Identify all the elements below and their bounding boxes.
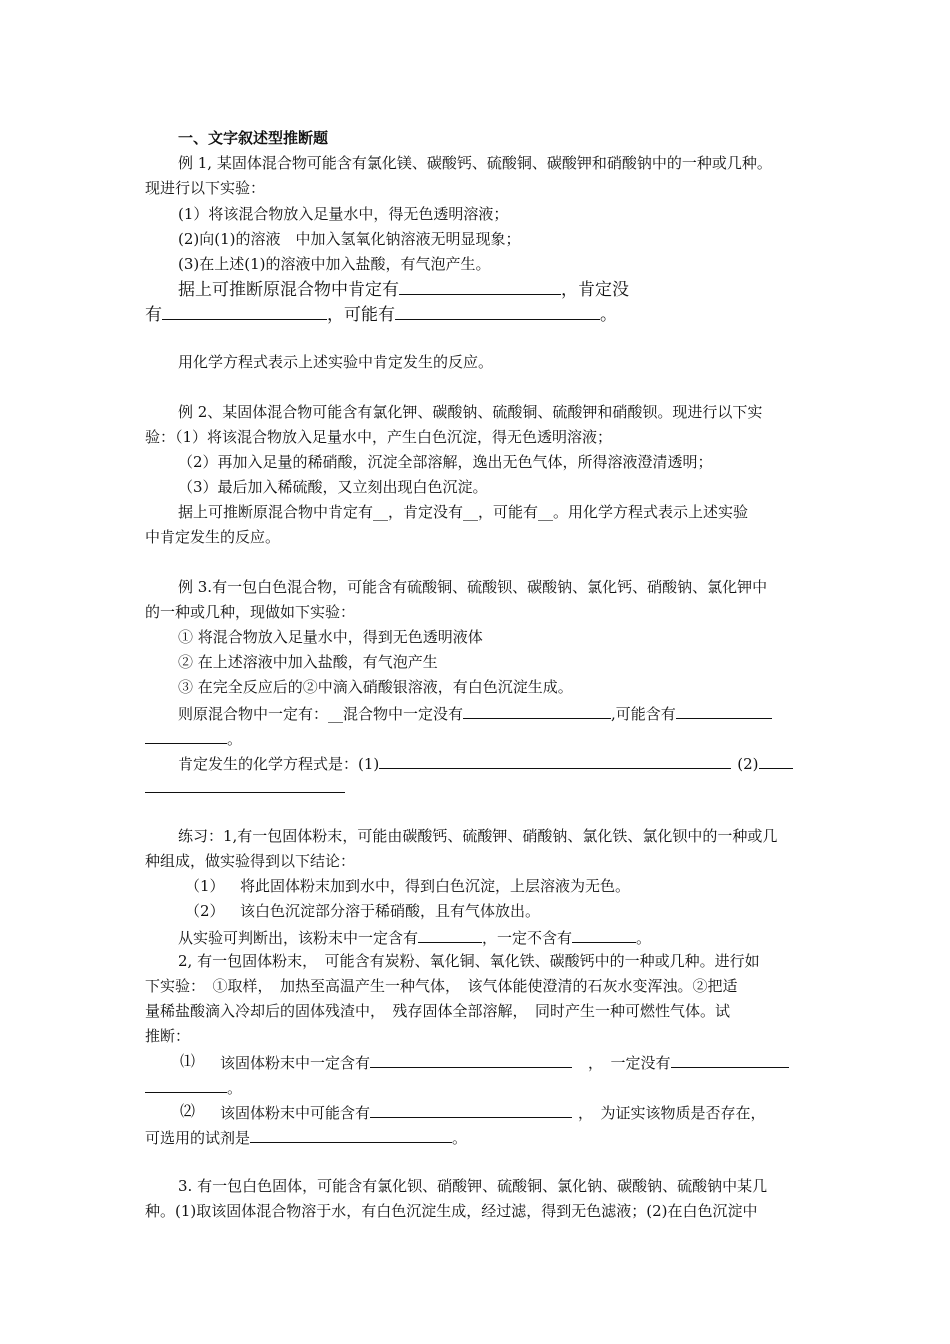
- ex3-blank-equation-2-cont[interactable]: [145, 792, 345, 793]
- practice-1-step-2-number: （2）: [185, 902, 225, 920]
- practice-2-blank-absent-cont[interactable]: [145, 1076, 227, 1093]
- practice-2-q2-text-b: ， 为证实该物质是否存在，: [578, 1104, 766, 1122]
- practice-2-q3: [145, 1126, 467, 1148]
- practice-2-blank-reagent[interactable]: [250, 1126, 452, 1143]
- practice-1-q-text-a: 从实验可判断出，该粉末中一定含有: [178, 929, 419, 947]
- practice-3-line-2: 种。(1)取该固体混合物溶于水，有白色沉淀生成，经过滤，得到无色滤液；(2)在白色沉淀中: [145, 1202, 758, 1220]
- ex3-blank-possible[interactable]: [676, 702, 772, 719]
- practice-2-q2-text-a: 该固体粉末中可能含有: [220, 1104, 371, 1122]
- ex2-line-1: 例 2、某固体混合物可能含有氯化钾、碳酸钠、硫酸铜、硫酸钾和硝酸钡。现进行以下实: [178, 403, 763, 421]
- ex2-line-5: 据上可推断原混合物中肯定有__，肯定没有__，可能有__。用化学方程式表示上述实验: [178, 503, 749, 521]
- practice-2-line-3: 量稀盐酸滴入冷却后的固体残渣中， 残存固体全部溶解， 同时产生一种可燃性气体。试: [145, 1002, 731, 1020]
- practice-1-step-1: 将此固体粉末加到水中，得到白色沉淀，上层溶液为无色。: [240, 877, 631, 895]
- ex3-question-line-3: [178, 752, 793, 774]
- ex1-q2-text-c: 。: [600, 305, 617, 325]
- ex1-blank-certain[interactable]: [399, 278, 561, 295]
- practice-1-step-2: 该白色沉淀部分溶于稀硝酸，且有气体放出。: [240, 902, 541, 920]
- ex3-blank-absent[interactable]: [463, 702, 611, 719]
- practice-2-line-4: 推断：: [145, 1027, 191, 1045]
- ex3-blank-equation-2[interactable]: [759, 752, 793, 769]
- practice-1-q-text-c: 。: [636, 929, 652, 947]
- practice-1-line-2: 种组成，做实验得到以下结论：: [145, 852, 356, 870]
- ex3-blank-equation-1[interactable]: [379, 752, 731, 769]
- ex1-q1-text-b: ，肯定没: [561, 280, 629, 300]
- practice-2-q1-cont: [145, 1076, 242, 1098]
- ex2-line-3: （2）再加入足量的稀硝酸，沉淀全部溶解，逸出无色气体，所得溶液澄清透明；: [178, 453, 713, 471]
- ex1-q1-text-a: 据上可推断原混合物中肯定有: [178, 280, 399, 300]
- practice-1-step-1-number: （1）: [185, 877, 225, 895]
- practice-2-q2-number: ⑵: [180, 1102, 196, 1120]
- practice-1-q-text-b: ，一定不含有: [482, 929, 573, 947]
- practice-1-blank-absent[interactable]: [572, 926, 636, 943]
- ex3-step-3: ③ 在完全反应后的②中滴入硝酸银溶液，有白色沉淀生成。: [178, 678, 573, 696]
- ex1-question-line-1: [178, 278, 629, 300]
- ex1-question-line-2: [145, 303, 617, 325]
- ex1-q2-text-b: ，可能有: [327, 305, 395, 325]
- ex3-question-line-1: [178, 702, 772, 724]
- ex3-q1-text-a: 则原混合物中一定有：__混合物中一定没有: [178, 705, 464, 723]
- ex1-blank-absent[interactable]: [162, 303, 327, 320]
- practice-1-blank-certain[interactable]: [418, 926, 482, 943]
- ex1-step-1: (1）将该混合物放入足量水中，得无色透明溶液；: [178, 205, 509, 223]
- practice-3-line-1: 3. 有一包白色固体，可能含有氯化钡、硝酸钾、硫酸铜、氯化钠、碳酸钠、硫酸钠中某几: [178, 1177, 768, 1195]
- ex3-step-2: ② 在上述溶液中加入盐酸，有气泡产生: [178, 653, 438, 671]
- practice-1-line-1: 练习：1,有一包固体粉末，可能由碳酸钙、硫酸钾、硝酸钠、氯化铁、氯化钡中的一种或几: [178, 827, 778, 845]
- ex3-step-1: ① 将混合物放入足量水中，得到无色透明液体: [178, 628, 483, 646]
- ex3-line-1: 例 3.有一包白色混合物，可能含有硫酸铜、硫酸钡、碳酸钠、氯化钙、硝酸钠、氯化钾中: [178, 578, 768, 596]
- ex2-line-6: 中肯定发生的反应。: [145, 528, 281, 546]
- practice-2-q2: [220, 1101, 766, 1123]
- ex1-equation-prompt: 用化学方程式表示上述实验中肯定发生的反应。: [178, 353, 494, 371]
- ex3-q3-text-b: (2): [737, 755, 759, 773]
- ex3-line-2: 的一种或几种，现做如下实验：: [145, 603, 356, 621]
- ex3-q1-text-b: ,可能含有: [611, 705, 676, 723]
- ex3-blank-possible-cont[interactable]: [145, 727, 227, 744]
- ex1-step-3: (3)在上述(1)的溶液中加入盐酸，有气泡产生。: [178, 255, 491, 273]
- practice-2-q3-text-a: 可选用的试剂是: [145, 1129, 251, 1147]
- section-title: 一、文字叙述型推断题: [178, 129, 329, 147]
- practice-2-blank-certain[interactable]: [370, 1051, 572, 1068]
- ex1-q2-text-a: 有: [145, 305, 162, 325]
- ex2-line-2: 验：（1）将该混合物放入足量水中，产生白色沉淀，得无色透明溶液；: [145, 428, 613, 446]
- ex3-question-line-2: [145, 727, 242, 749]
- practice-2-q1-number: ⑴: [180, 1052, 196, 1070]
- practice-2-q3-text-b: 。: [452, 1129, 468, 1147]
- practice-2-q1-text-a: 该固体粉末中一定含有: [220, 1054, 371, 1072]
- practice-2-line-1: 2, 有一包固体粉末， 可能含有炭粉、氧化铜、氧化铁、碳酸钙中的一种或几种。进行如: [178, 952, 760, 970]
- practice-2-q1: [220, 1051, 789, 1073]
- practice-1-question: [178, 926, 651, 948]
- ex3-q3-text-a: 肯定发生的化学方程式是：(1): [178, 755, 380, 773]
- practice-2-q1-text-b: ， 一定没有: [588, 1054, 671, 1072]
- practice-2-q1-text-c: 。: [227, 1079, 243, 1097]
- practice-2-blank-possible[interactable]: [370, 1101, 572, 1118]
- ex1-line-2: 现进行以下实验：: [145, 179, 266, 197]
- practice-2-line-2: 下实验： ①取样， 加热至高温产生一种气体， 该气体能使澄清的石灰水变浑浊。②把适: [145, 977, 738, 995]
- ex3-q2-text: 。: [227, 730, 243, 748]
- practice-2-blank-absent[interactable]: [671, 1051, 789, 1068]
- ex1-step-2: (2)向(1)的溶液 中加入氢氧化钠溶液无明显现象；: [178, 230, 521, 248]
- ex1-blank-possible[interactable]: [395, 303, 600, 320]
- ex2-line-4: （3）最后加入稀硫酸，又立刻出现白色沉淀。: [178, 478, 488, 496]
- ex1-line-1: 例 1, 某固体混合物可能含有氯化镁、碳酸钙、硫酸铜、碳酸钾和硝酸钠中的一种或几种。: [178, 154, 772, 172]
